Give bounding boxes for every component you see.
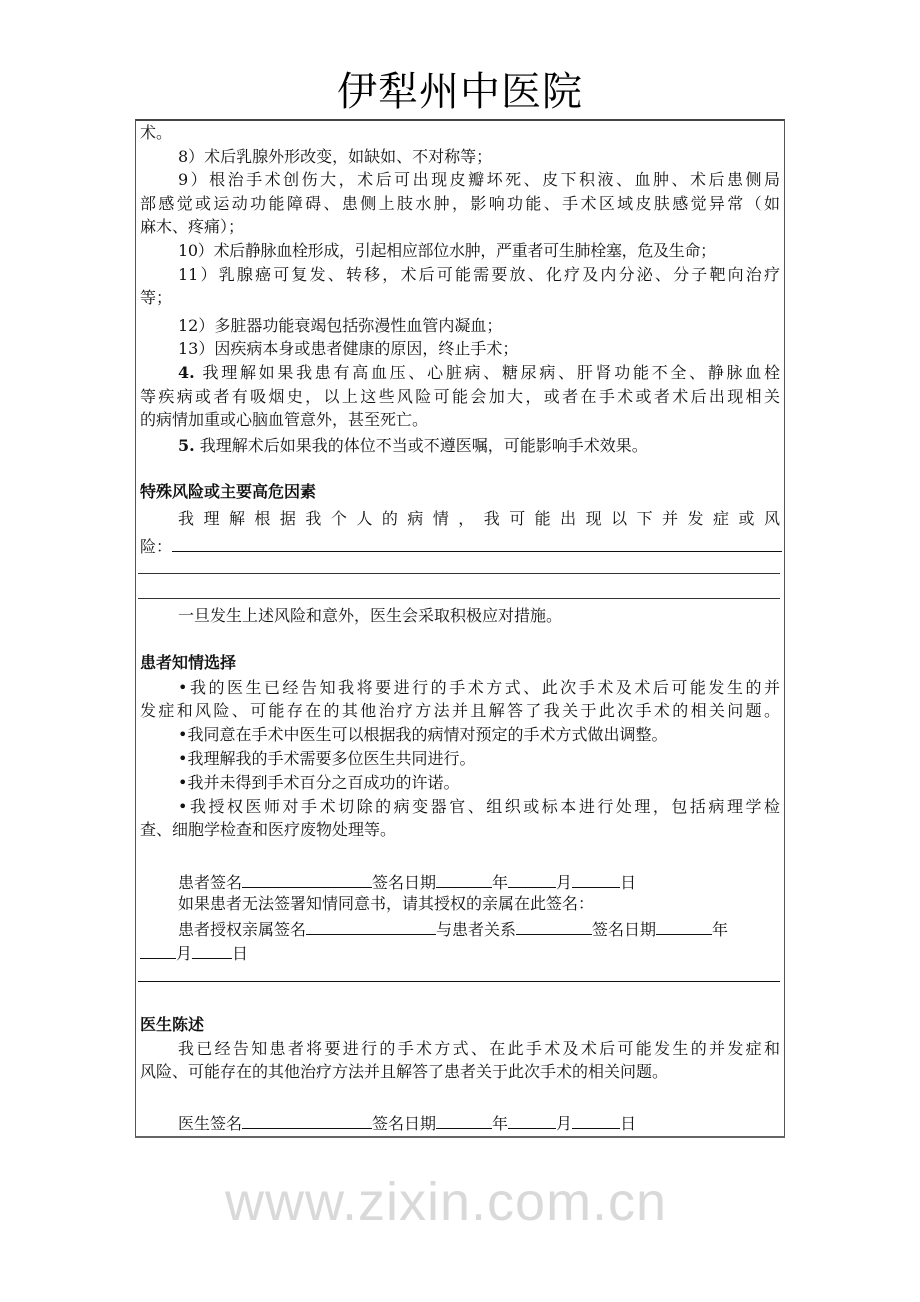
label: 日 xyxy=(232,944,249,963)
year-field[interactable] xyxy=(656,917,712,935)
bullet: • xyxy=(178,773,188,792)
text-line: 一旦发生上述风险和意外，医生会采取积极应对措施。 xyxy=(178,606,563,625)
text-line: 部感觉或运动功能障碍、患侧上肢水肿，影响功能、手术区域皮肤感觉异常（如 xyxy=(140,194,780,213)
label: 年 xyxy=(712,920,729,939)
proxy-signature-row xyxy=(140,917,780,939)
blank-line[interactable] xyxy=(138,598,780,599)
risk-item-9: 9）根治手术创伤大，术后可出现皮瓣坏死、皮下积液、血肿、术后患侧局 xyxy=(178,170,780,189)
text: 我授权医师对手术切除的病变器官、组织或标本进行处理，包括病理学检 xyxy=(187,797,780,816)
day-field[interactable] xyxy=(572,870,620,888)
text-line: 风险、可能存在的其他治疗方法并且解答了患者关于此次手术的相关问题。 xyxy=(140,1062,669,1081)
text-line: 我理解根据我个人的病情，我可能出现以下并发症或风 xyxy=(178,509,780,528)
section-heading-doctor-statement: 医生陈述 xyxy=(140,1015,205,1034)
text-line: 麻木、疼痛）； xyxy=(140,217,245,236)
special-risk-field[interactable] xyxy=(140,534,780,556)
label: 年 xyxy=(492,873,509,892)
year-field[interactable] xyxy=(436,870,492,888)
section-divider xyxy=(138,981,780,982)
doctor-signature-row xyxy=(140,1111,780,1133)
bullet: • xyxy=(178,797,188,816)
item-number: 5. xyxy=(178,436,195,455)
text-line: 查、细胞学检查和医疗废物处理等。 xyxy=(140,820,397,839)
statement-5 xyxy=(140,435,780,457)
text: 我的医生已经告知我将要进行的手术方式、此次手术及术后可能发生的并 xyxy=(187,678,780,697)
label: 与患者关系 xyxy=(436,920,517,939)
label: 签名日期 xyxy=(592,920,657,939)
text-line: 术。 xyxy=(140,123,173,142)
proxy-date-row xyxy=(140,941,780,963)
patient-signature-field[interactable] xyxy=(242,870,372,888)
section-heading-special-risks: 特殊风险或主要高危因素 xyxy=(140,482,317,501)
choice-item xyxy=(140,724,780,746)
text-line: 的病情加重或心脑血管意外，甚至死亡。 xyxy=(140,410,429,429)
text: 我同意在手术中医生可以根据我的病情对预定的手术方式做出调整。 xyxy=(187,725,668,744)
risk-item-8: 8）术后乳腺外形改变，如缺如、不对称等； xyxy=(178,147,493,166)
year-field[interactable] xyxy=(436,1111,492,1129)
doctor-signature-field[interactable] xyxy=(242,1111,372,1129)
choice-item xyxy=(140,772,780,794)
bullet: • xyxy=(178,749,188,768)
text-line: 等； xyxy=(140,288,173,307)
label: 险： xyxy=(140,537,173,556)
month-field[interactable] xyxy=(140,941,176,959)
text-line: 等疾病或者有吸烟史，以上这些风险可能会加大，或者在手术或者术后出现相关 xyxy=(140,387,780,406)
day-field[interactable] xyxy=(572,1111,620,1129)
day-field[interactable] xyxy=(192,941,232,959)
choice-item xyxy=(140,748,780,770)
risk-item-12: 12）多脏器功能衰竭包括弥漫性血管内凝血； xyxy=(178,316,503,335)
label: 日 xyxy=(620,873,637,892)
text: 我理解术后如果我的体位不当或不遵医嘱，可能影响手术效果。 xyxy=(199,436,648,455)
hospital-title: 伊犁州中医院 xyxy=(337,69,583,115)
label: 签名日期 xyxy=(372,873,437,892)
month-field[interactable] xyxy=(508,870,556,888)
text-line: 发症和风险、可能存在的其他治疗方法并且解答了我关于此次手术的相关问题。 xyxy=(140,701,780,720)
label: 月 xyxy=(556,1114,573,1133)
label: 医生签名 xyxy=(178,1114,243,1133)
choice-item xyxy=(140,677,780,699)
label: 签名日期 xyxy=(372,1114,437,1133)
risk-item-10: 10）术后静脉血栓形成，引起相应部位水肿，严重者可生肺栓塞，危及生命； xyxy=(178,241,716,260)
label: 患者签名 xyxy=(178,873,243,892)
risk-item-13: 13）因疾病本身或患者健康的原因，终止手术； xyxy=(178,339,519,358)
label: 月 xyxy=(556,873,573,892)
choice-item xyxy=(140,796,780,818)
watermark: www.zixin.com.cn xyxy=(225,1172,668,1232)
text-line: 我已经告知患者将要进行的手术方式、在此手术及术后可能发生的并发症和 xyxy=(178,1039,780,1058)
bullet: • xyxy=(178,678,188,697)
section-heading-informed-choice: 患者知情选择 xyxy=(140,653,237,672)
label: 患者授权亲属签名 xyxy=(178,920,307,939)
proxy-note: 如果患者无法签署知情同意书，请其授权的亲属在此签名： xyxy=(178,894,595,913)
text: 我理解如果我患有高血压、心脏病、糖尿病、肝肾功能不全、静脉血栓 xyxy=(202,363,780,382)
item-number: 4. xyxy=(178,363,195,382)
patient-signature-row xyxy=(140,870,780,892)
statement-4 xyxy=(140,362,780,384)
relation-field[interactable] xyxy=(516,917,592,935)
text: 我并未得到手术百分之百成功的许诺。 xyxy=(187,773,460,792)
label: 日 xyxy=(620,1114,637,1133)
month-field[interactable] xyxy=(508,1111,556,1129)
proxy-signature-field[interactable] xyxy=(306,917,436,935)
risk-item-11: 11）乳腺癌可复发、转移，术后可能需要放、化疗及内分泌、分子靶向治疗 xyxy=(178,265,780,284)
label: 月 xyxy=(176,944,193,963)
label: 年 xyxy=(492,1114,509,1133)
blank-line[interactable] xyxy=(138,573,780,574)
bullet: • xyxy=(178,725,188,744)
text: 我理解我的手术需要多位医生共同进行。 xyxy=(187,749,476,768)
